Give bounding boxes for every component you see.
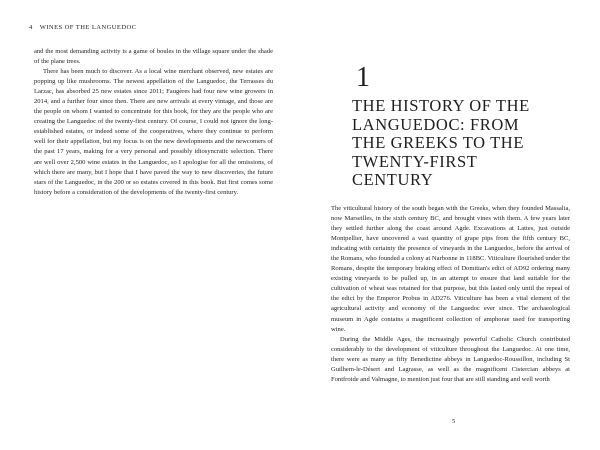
left-body-text: [34, 47, 273, 198]
left-page-number: 4: [29, 24, 33, 31]
chapter-number: 1: [356, 62, 370, 93]
right-body-text: [331, 204, 570, 385]
paragraph: and the most demanding activity is a game of boules in the village square under the shade of the plane trees.: [34, 48, 273, 66]
running-head-title: WINES OF THE LANGUEDOC: [39, 24, 137, 31]
right-page-number: 5: [452, 418, 456, 425]
paragraph: There has been much to discover. As a local wine merchant observed, new estates are popping up like mushrooms. The newest appellation of the Languedoc, the Terrasses du Larzac, has absorbed 25 new estates since 2011; Faugères had four new wine growers in 2014, and a further four since then. There are new arrivals at every vintage, and those are the people on whom I wanted to concentrate for this book, for they are the people who are creating the Languedoc of the twenty-first century. Of course, I could not ignore the long-established estates, or indeed some of the cooperatives, where they continue to perform well for their appellation, but my focus is on the new developments and the newcomers of the past 17 years, making for a very personal and possibly idiosyncratic selection. There are well over 2,500 wine estates in the Languedoc, so I apologise for all the omissions, of which there are many, but I hope that I have paved the way to new discoveries, the future stars of the Languedoc, in the 200 or so estates covered in this book. But first comes some history before a consideration of the developments of the twenty-first century.: [34, 68, 273, 196]
chapter-title: THE HISTORY OF THE LANGUEDOC: FROM THE GREEKS TO THE TWENTY-FIRST CENTURY: [352, 96, 530, 189]
running-head: [29, 24, 136, 31]
paragraph: The viticultural history of the south began with the Greeks, when they founded Massalia, now Marseilles, in the sixth century BC, and brought vines with them. A few years later they settled further along the coast around Agde. Excavations at Lattes, just outside Montpellier, have uncovered a vast quantity of grape pips from the fifth century BC, indicating with certainty the presence of vineyards in the Languedoc, before the arrival of the Romans, who founded a colony at Narbonne in 118BC. Viticulture flourished under the Romans, despite the temporary braking effect of Domitian's edict of AD92 ordering many existing vineyards to be pulled up, in an attempt to ensure that land suitable for the cultivation of wheat was retained for that purpose, but this lasted only until the repeal of the edict by the Emperor Probus in AD276. Viticulture has been a vital element of the agricultural activity and economy of the Languedoc ever since. The archaeological museum in Agde contains a magnificent collection of amphorae used for transporting wine.: [331, 205, 570, 333]
paragraph: During the Middle Ages, the increasingly powerful Catholic Church contributed considerably to the development of viticulture throughout the Languedoc. At one time, there were as many as fifty Benedictine abbeys in Languedoc-Roussillon, including St Guilhem-le-Désert and Lagrasse, as well as the magnificent Cistercian abbeys at Fontfroide and Valmagne, to mention just four that are still standing and well worth: [331, 335, 570, 383]
